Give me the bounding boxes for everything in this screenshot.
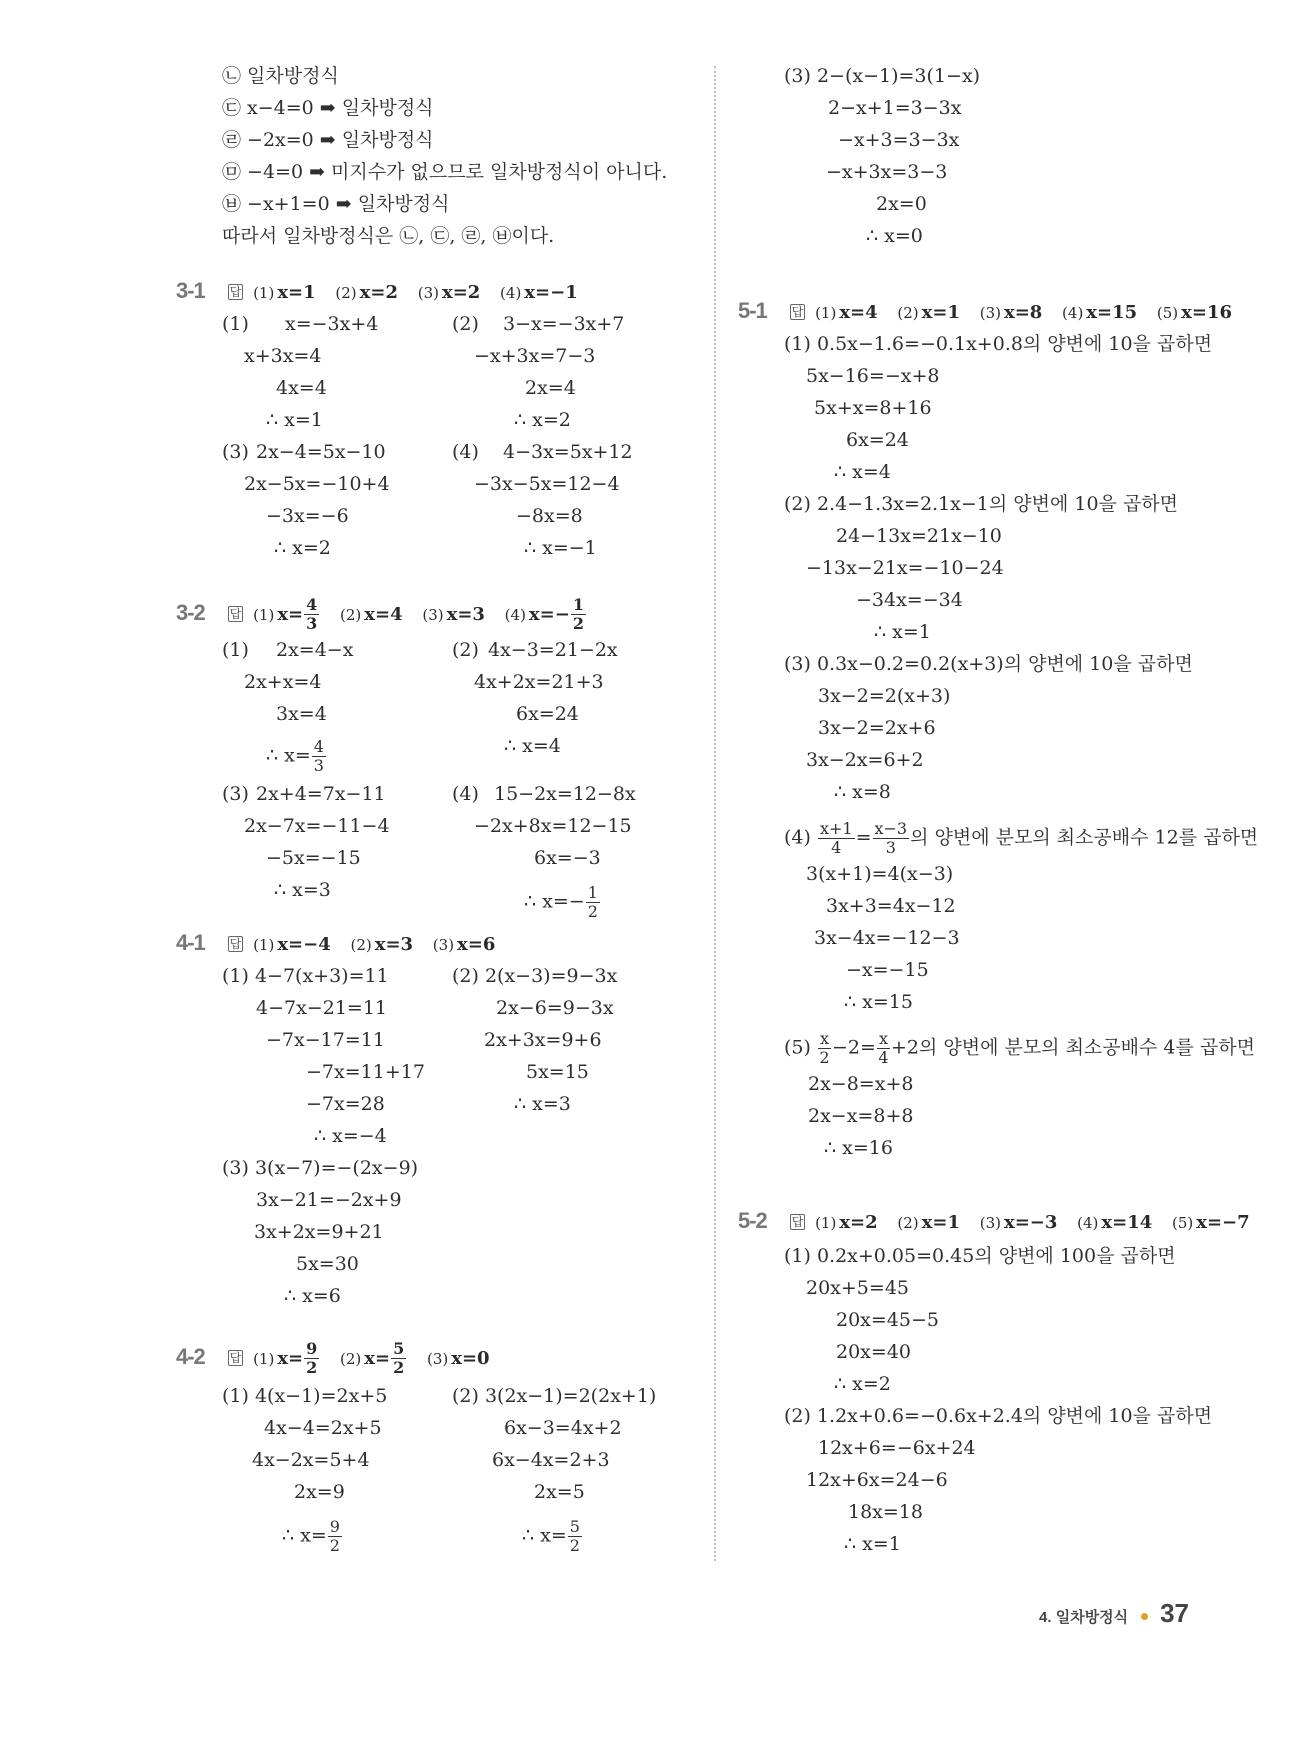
intro-line: ㉡ 일차방정식: [222, 65, 339, 87]
solution-line: 3x=4: [276, 703, 327, 725]
solution-line: 3x+3=4x−12: [826, 895, 956, 917]
solution-line: 2x=0: [876, 193, 927, 215]
solution-line: (1) 0.5x−1.6=−0.1x+0.8의 양변에 10을 곱하면: [784, 333, 1213, 355]
solution-line: 3x−2x=6+2: [806, 749, 924, 771]
answer-badge: 답: [229, 937, 242, 951]
answer-item: (1) x= $\frac{4}{3}$: [253, 595, 318, 633]
answer-item: (3) x=6: [432, 934, 496, 955]
problem-number: 5-1: [738, 298, 767, 323]
solution-line: 2x+x=4: [244, 671, 322, 693]
answer-item: (2) x=3: [350, 934, 414, 955]
solution-line: ∴ x=3: [274, 879, 331, 901]
solution-line: 4−3x=5x+12: [503, 441, 633, 463]
solution-line: (1) 4−7(x+3)=11: [222, 965, 389, 987]
problem-number: 3-2: [176, 599, 205, 625]
solution-line: ∴ x=3: [514, 1093, 571, 1115]
column-divider: [714, 66, 716, 1561]
solution-label: (3): [222, 783, 249, 805]
solution-label: (2): [452, 639, 479, 661]
answer-item: (4) x=14: [1077, 1212, 1153, 1233]
solution-line: ∴ x=4: [504, 735, 561, 757]
bullet-dot-icon: [1141, 1613, 1148, 1620]
solution-line: (1) 0.2x+0.05=0.45의 양변에 100을 곱하면: [784, 1245, 1176, 1267]
solution-line: 4x−2x=5+4: [252, 1449, 370, 1471]
answer-item: (2) x=2: [335, 282, 398, 303]
answer-item: (4) x=15: [1062, 302, 1138, 323]
solution-line: 2x−x=8+8: [808, 1105, 914, 1127]
solution-line: 24−13x=21x−10: [836, 525, 1002, 547]
solution-line: ∴ x=1: [266, 409, 323, 431]
solution-line: x=−3x+4: [285, 313, 379, 335]
solution-line: (3) 2−(x−1)=3(1−x): [784, 65, 981, 87]
solution-line: (2) 2(x−3)=9−3x: [452, 965, 618, 987]
solution-line: 6x−3=4x+2: [504, 1417, 622, 1439]
solution-line: 6x=−3: [534, 847, 601, 869]
problem-number: 4-2: [176, 1343, 205, 1369]
solution-label: (1): [222, 639, 249, 661]
solution-line: −7x=28: [306, 1093, 385, 1115]
solution-line: 6x−4x=2+3: [492, 1449, 610, 1471]
solution-line: 15−2x=12−8x: [494, 783, 636, 805]
solution-line: 6x=24: [846, 429, 909, 451]
solution-line: −3x=−6: [266, 505, 349, 527]
solution-line: x+3x=4: [244, 345, 322, 367]
solution-line: 3x+2x=9+21: [254, 1221, 384, 1243]
answer-item: (2) x=4: [340, 603, 403, 625]
solution-line: 2x=5: [534, 1481, 585, 1503]
answer-item: (4) x=−1: [500, 282, 578, 303]
solution-line: −x+3x=3−3: [826, 161, 948, 183]
solution-line: 20x=40: [836, 1341, 911, 1363]
answer-item: (3) x=−3: [979, 1212, 1058, 1233]
solution-line: 3(x+1)=4(x−3): [806, 863, 954, 885]
intro-line: 따라서 일차방정식은 ㉡, ㉢, ㉣, ㉥이다.: [222, 225, 555, 247]
solution-line: (3) 3(x−7)=−(2x−9): [222, 1157, 419, 1179]
solution-line: (3) 0.3x−0.2=0.2(x+3)의 양변에 10을 곱하면: [784, 653, 1193, 675]
page-number: 37: [1160, 1598, 1189, 1628]
problem-header-5-1: [738, 298, 1246, 326]
solution-line: 2x+4=7x−11: [256, 783, 386, 805]
solution-line: 20x=45−5: [836, 1309, 939, 1331]
answer-item: (5) x=16: [1156, 302, 1233, 323]
solution-line: 4x=4: [276, 377, 327, 399]
solution-line: −2x+8x=12−15: [474, 815, 632, 837]
solution-line: 12x+6x=24−6: [806, 1469, 948, 1491]
answer-item: (3) x=2: [417, 282, 481, 303]
answer-item: (3) x=3: [422, 603, 485, 625]
solution-line: 2x=4−x: [276, 639, 354, 661]
solution-line: −x=−15: [846, 959, 929, 981]
solution-line: ∴ x=−1: [524, 537, 597, 559]
solution-line: 5x−16=−x+8: [806, 365, 940, 387]
solution-line: ∴ x=8: [834, 781, 891, 803]
problem-header-4-1: [176, 930, 509, 958]
solution-line: 18x=18: [848, 1501, 923, 1523]
solution-line: 6x=24: [516, 703, 579, 725]
solution-line: 4x−4=2x+5: [264, 1417, 382, 1439]
solution-line: 3x−4x=−12−3: [814, 927, 960, 949]
page-footer: [1039, 1598, 1189, 1629]
solution-line-fraction: (5) $\frac{x}{2}$ −2= $\frac{x}{4}$ +2의 양변에 분모의 최소공배수 4를 곱하면: [784, 1029, 1255, 1067]
solution-label: (4): [452, 783, 479, 805]
answer-badge: 답: [229, 285, 242, 299]
solution-line: −13x−21x=−10−24: [806, 557, 1004, 579]
solution-line: ∴ x=16: [824, 1137, 893, 1159]
solution-line: −7x−17=11: [266, 1029, 385, 1051]
solution-line: ∴ x=6: [284, 1285, 341, 1307]
solution-line: 4−7x−21=11: [256, 997, 388, 1019]
answer-item: (4) x=− $\frac{1}{2}$: [504, 595, 584, 633]
solution-line: 12x+6=−6x+24: [818, 1437, 976, 1459]
answer-badge: 답: [229, 606, 242, 621]
answer-item: (1) x=−4: [253, 934, 331, 955]
problem-number: 4-1: [176, 930, 205, 955]
answer-item: (2) x=1: [897, 302, 960, 323]
solution-label: (4): [452, 441, 479, 463]
solution-line-fraction: ∴ x= $\frac{5}{2}$: [522, 1517, 580, 1555]
answer-badge: 답: [229, 1350, 242, 1365]
solution-label: (3): [222, 441, 249, 463]
solution-line: ∴ x=2: [514, 409, 571, 431]
solution-line-fraction: (4) $\frac{x+1}{4}$ = $\frac{x-3}{3}$ 의 양변에 분모의 최소공배수 12를 곱하면: [784, 819, 1259, 857]
solution-label: (2): [452, 313, 479, 335]
problem-header-3-1: [176, 278, 592, 306]
solution-line: (2) 3(2x−1)=2(2x+1): [452, 1385, 657, 1407]
chapter-title: 4. 일차방정식: [1039, 1609, 1129, 1626]
answer-item: (5) x=−7: [1171, 1212, 1250, 1233]
problem-header-4-2: [176, 1340, 504, 1377]
answer-item: (3) x=8: [979, 302, 1043, 323]
intro-line: ㉢ x−4=0 ➡ 일차방정식: [222, 97, 434, 119]
solution-line: −x+3x=7−3: [474, 345, 596, 367]
solution-line: −34x=−34: [856, 589, 963, 611]
solution-line: 2x−5x=−10+4: [244, 473, 390, 495]
solution-line: −8x=8: [516, 505, 583, 527]
solution-line: ∴ x=15: [844, 991, 913, 1013]
solution-line: ∴ x=1: [874, 621, 931, 643]
solution-line: ∴ x=0: [866, 225, 923, 247]
solution-line: (2) 1.2x+0.6=−0.6x+2.4의 양변에 10을 곱하면: [784, 1405, 1213, 1427]
solution-line: 5x=30: [296, 1253, 359, 1275]
solution-line: 3x−2=2x+6: [818, 717, 936, 739]
answer-item: (1) x=2: [815, 1212, 878, 1233]
problem-number: 5-2: [738, 1208, 767, 1233]
solution-line: 2x−8=x+8: [808, 1073, 914, 1095]
solution-line: −x+3=3−3x: [838, 129, 960, 151]
solution-line: 5x=15: [526, 1061, 589, 1083]
solution-line: ∴ x=4: [834, 461, 891, 483]
answer-item: (2) x= $\frac{5}{2}$: [340, 1339, 405, 1377]
answer-item: (2) x=1: [897, 1212, 960, 1233]
solution-line: 2x+3x=9+6: [484, 1029, 602, 1051]
solution-line: 20x+5=45: [806, 1277, 909, 1299]
answer-item: (1) x=1: [253, 282, 316, 303]
solution-line: 2x−7x=−11−4: [244, 815, 390, 837]
solution-line: 3x−2=2(x+3): [818, 685, 951, 707]
solution-line: ∴ x=2: [274, 537, 331, 559]
solution-line: 4x−3=21−2x: [488, 639, 618, 661]
solution-line: 3−x=−3x+7: [503, 313, 625, 335]
problem-header-5-2: [738, 1208, 1264, 1236]
solution-line: −5x=−15: [266, 847, 361, 869]
solution-line: 3x−21=−2x+9: [256, 1189, 402, 1211]
intro-line: ㉣ −2x=0 ➡ 일차방정식: [222, 129, 434, 151]
answer-item: (1) x=4: [815, 302, 878, 323]
answer-badge: 답: [791, 1215, 804, 1229]
intro-line: ㉤ −4=0 ➡ 미지수가 없으므로 일차방정식이 아니다.: [222, 161, 668, 183]
solution-line: 2x−6=9−3x: [496, 997, 614, 1019]
solution-line: ∴ x=−4: [314, 1125, 387, 1147]
solution-line: ∴ x=1: [844, 1533, 901, 1555]
solution-line: −3x−5x=12−4: [474, 473, 620, 495]
solution-line: 2x−4=5x−10: [256, 441, 386, 463]
solution-line: 2−x+1=3−3x: [828, 97, 962, 119]
intro-line: ㉥ −x+1=0 ➡ 일차방정식: [222, 193, 450, 215]
solution-line: 2x=4: [525, 377, 576, 399]
solution-line: (1) 4(x−1)=2x+5: [222, 1385, 388, 1407]
answer-item: (1) x= $\frac{9}{2}$: [253, 1339, 318, 1377]
answer-item: (3) x=0: [426, 1347, 490, 1369]
solution-label: (1): [222, 313, 249, 335]
solution-line-fraction: ∴ x= $\frac{9}{2}$: [282, 1517, 340, 1555]
solution-line: ∴ x=2: [834, 1373, 891, 1395]
solution-line: 5x+x=8+16: [814, 397, 932, 419]
solution-line-fraction: ∴ x=− $\frac{1}{2}$: [524, 883, 598, 921]
solution-line-fraction: ∴ x= $\frac{4}{3}$: [266, 737, 324, 775]
answer-badge: 답: [791, 305, 804, 319]
solution-line: 2x=9: [294, 1481, 345, 1503]
solution-line: 4x+2x=21+3: [474, 671, 604, 693]
solution-line: (2) 2.4−1.3x=2.1x−1의 양변에 10을 곱하면: [784, 493, 1179, 515]
problem-header-3-2: [176, 596, 601, 633]
problem-number: 3-1: [176, 278, 205, 303]
solution-line: −7x=11+17: [306, 1061, 425, 1083]
